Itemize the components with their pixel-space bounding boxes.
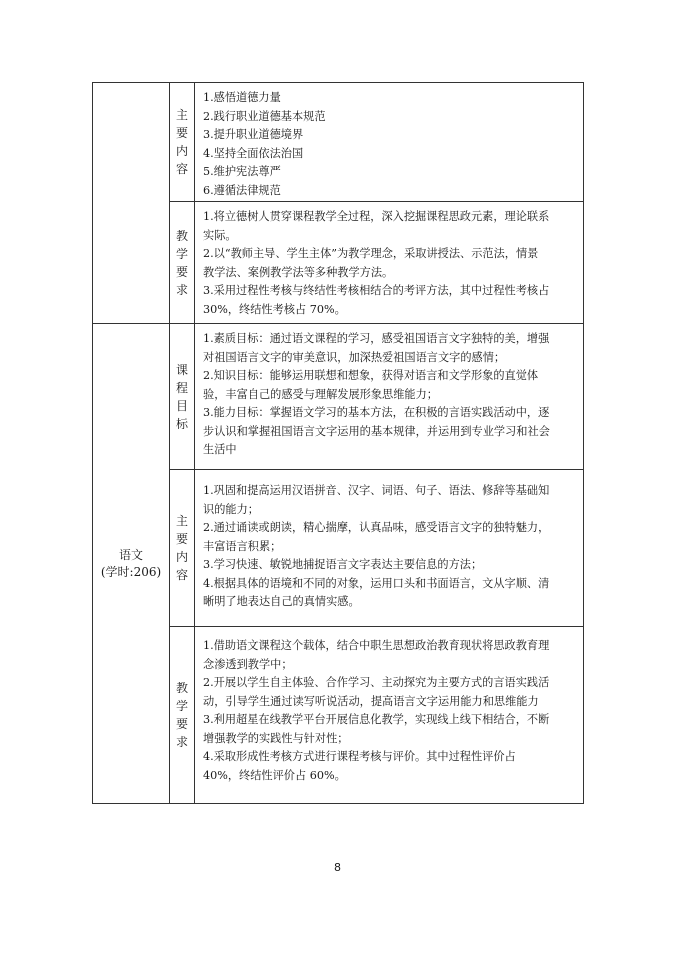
vertical-label: 教 学 要 求 [175, 681, 188, 749]
row-label-teaching-req [170, 202, 195, 324]
table-row [93, 83, 584, 202]
vertical-label: 主 要 内 容 [175, 108, 188, 176]
course-goal-cell: 1.素质目标：通过语文课程的学习，感受祖国语言文字独特的美，增强 对祖国语言文字的审美意识，加深热爱祖国语言文字的感情； 2.知识目标：能够运用联想和想象，获得对语言和文学形象的直觉体 验，丰富自己的感受与理解发展形象思维能力； 3.能力目标：掌握语文学习的基本方法，在积极的言语实践活动中，逐 步认识和掌握祖国语言文字运用的基本规律，并运用到专业学习和社会 生活中 [195, 324, 584, 470]
vertical-label: 课 程 目 标 [175, 362, 188, 431]
subject-name: 语文 [118, 547, 143, 562]
main-content-cell: 1.感悟道德力量 2.践行职业道德基本规范 3.提升职业道德境界 4.坚持全面依法治国 5.维护宪法尊严 6.遵循法律规范 [195, 83, 584, 202]
subject-hours: (学时:206) [100, 564, 162, 579]
main-content-cell: 1.巩固和提高运用汉语拼音、汉字、词语、句子、语法、修辞等基础知 识的能力； 2.通过诵读或朗读，精心揣摩，认真品味，感受语言文字的独特魅力， 丰富语言积累； 3.学习快速、敏锐地捕捉语言文字表达主要信息的方法； 4.根据具体的语境和不同的对象，运用口头和书面语言，文从字顺、清 晰明了地表达自己的真情实感。 [195, 470, 584, 627]
subject-cell-chinese [93, 324, 170, 804]
table-row [93, 324, 584, 470]
curriculum-table [92, 82, 584, 804]
teaching-req-cell: 1.将立德树人贯穿课程教学全过程，深入挖掘课程思政元素，理论联系 实际。 2.以“教师主导、学生主体”为教学理念，采取讲授法、示范法，情景 教学法、案例教学法等多种教学方法。 3.采用过程性考核与终结性考核相结合的考评方法，其中过程性考核占 30%，终结性考核占 70%。 [195, 202, 584, 324]
page-number: 8 [334, 861, 341, 874]
prev-subject-cell [93, 83, 170, 324]
vertical-label: 主 要 内 容 [175, 514, 188, 582]
vertical-label: 教 学 要 求 [175, 228, 188, 297]
row-label-main-content [170, 83, 195, 202]
row-label-main-content [170, 470, 195, 627]
teaching-req-cell: 1.借助语文课程这个载体，结合中职生思想政治教育现状将思政教育理 念渗透到教学中； 2.开展以学生自主体验、合作学习、主动探究为主要方式的言语实践活 动，引导学生通过读写听说活动，提高语言文字运用能力和思维能力 3.利用超星在线教学平台开展信息化教学，实现线上线下相结合，不断 增强教学的实践性与针对性； 4.采取形成性考核方式进行课程考核与评价。其中过程性评价占 40%，终结性评价占 60%。 [195, 627, 584, 804]
row-label-course-goal [170, 324, 195, 470]
row-label-teaching-req [170, 627, 195, 804]
